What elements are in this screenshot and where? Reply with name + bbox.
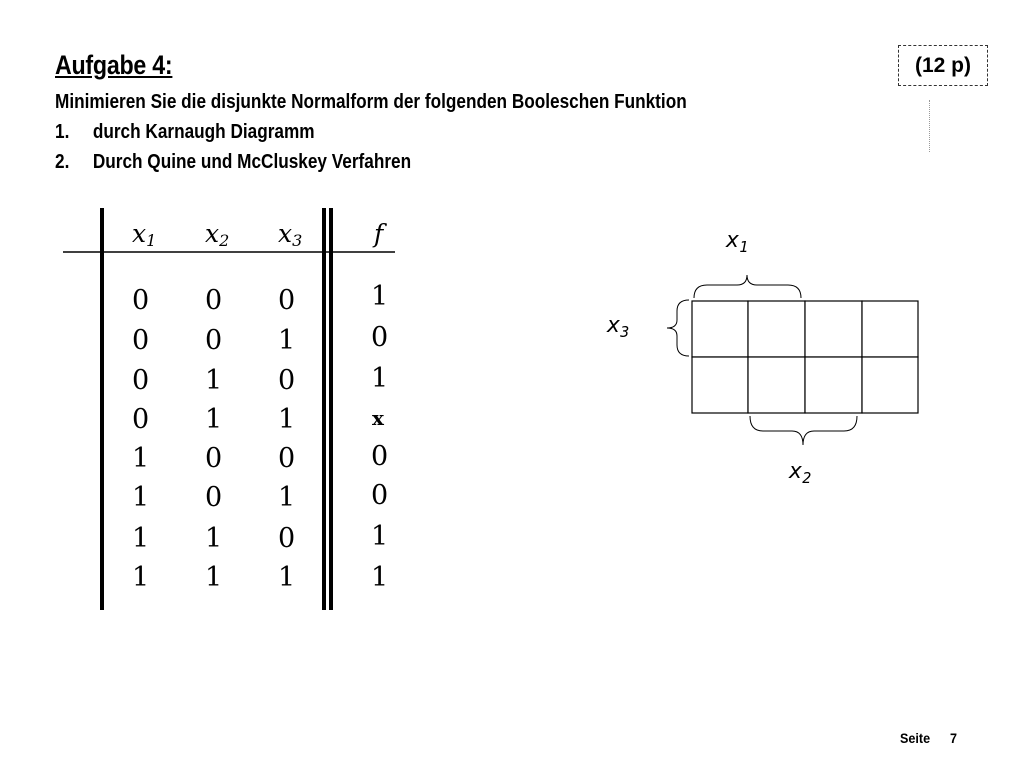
truth-table-cell: 1 bbox=[278, 325, 296, 356]
task-item-text: durch Karnaugh Diagramm bbox=[92, 121, 315, 143]
truth-table-cell: 0 bbox=[132, 325, 150, 356]
karnaugh-cell[interactable] bbox=[748, 301, 805, 357]
karnaugh-grid bbox=[692, 301, 918, 413]
truth-table-cell: 1 bbox=[132, 443, 150, 474]
karnaugh-brace-x2 bbox=[750, 416, 857, 445]
truth-table-row-6 bbox=[132, 480, 388, 513]
truth-table-row-4 bbox=[132, 404, 385, 435]
truth-table-cell: 0 bbox=[132, 285, 150, 316]
truth-table-cell: 1 bbox=[132, 482, 150, 513]
karnaugh-brace-x1 bbox=[694, 275, 801, 298]
truth-table-cell: 0 bbox=[205, 325, 223, 356]
truth-table-cell: 1 bbox=[278, 482, 296, 513]
truth-table-output-cell: 0 bbox=[371, 441, 389, 472]
karnaugh-cell[interactable] bbox=[862, 357, 918, 413]
truth-table-cell: 0 bbox=[278, 523, 296, 554]
truth-table-row-8 bbox=[132, 562, 388, 593]
points-box: (12 p) bbox=[898, 45, 988, 86]
truth-table-header-x2: x2 bbox=[205, 219, 230, 250]
task-description: Minimieren Sie die disjunkte Normalform der folgenden Booleschen Funktion bbox=[55, 91, 687, 113]
truth-table-cell: 0 bbox=[205, 482, 223, 513]
truth-table-cell: 0 bbox=[278, 365, 296, 396]
truth-table-row-3 bbox=[132, 363, 388, 396]
karnaugh-brace-x3 bbox=[667, 300, 689, 356]
task-item-number: 1. bbox=[55, 121, 70, 143]
truth-table-cell: 0 bbox=[132, 404, 150, 435]
page-label: Seite bbox=[900, 730, 931, 746]
karnaugh-cell[interactable] bbox=[692, 301, 748, 357]
truth-table-row-1 bbox=[132, 281, 388, 316]
truth-table-cell: 1 bbox=[278, 404, 296, 435]
truth-table-output-cell: 1 bbox=[371, 521, 389, 552]
truth-table-row-5 bbox=[132, 441, 388, 474]
karnaugh-label-x3: $x_3$ bbox=[607, 313, 630, 341]
karnaugh-cell[interactable] bbox=[748, 357, 805, 413]
truth-table-row-7 bbox=[132, 521, 388, 554]
karnaugh-cell[interactable] bbox=[805, 301, 862, 357]
truth-table-cell: 0 bbox=[205, 285, 223, 316]
truth-table-cell: 1 bbox=[278, 562, 296, 593]
truth-table-output-cell: 1 bbox=[371, 562, 389, 593]
truth-table-cell: 0 bbox=[278, 285, 296, 316]
karnaugh-cell[interactable] bbox=[862, 301, 918, 357]
truth-table-output-cell: 0 bbox=[371, 322, 389, 353]
karnaugh-cell[interactable] bbox=[805, 357, 862, 413]
truth-table-output-cell: 1 bbox=[371, 281, 389, 312]
task-title: Aufgabe 4: bbox=[55, 50, 173, 80]
karnaugh-cell[interactable] bbox=[692, 357, 748, 413]
truth-table-cell: 1 bbox=[205, 523, 223, 554]
karnaugh-label-x2: $x_2$ bbox=[789, 459, 812, 487]
truth-table-cell: 0 bbox=[205, 443, 223, 474]
truth-table-cell: 1 bbox=[132, 562, 150, 593]
truth-table bbox=[63, 208, 395, 610]
truth-table-header-x3: x3 bbox=[278, 219, 303, 250]
karnaugh-label-x1: $x_1$ bbox=[726, 228, 749, 256]
task-item-number: 2. bbox=[55, 151, 70, 173]
truth-table-cell: 1 bbox=[205, 365, 223, 396]
truth-table-cell: 1 bbox=[205, 404, 223, 435]
truth-table-output-cell: 0 bbox=[371, 480, 389, 511]
truth-table-header-x1: x1 bbox=[132, 219, 157, 250]
task-item-text: Durch Quine und McCluskey Verfahren bbox=[92, 151, 412, 173]
truth-table-cell: 0 bbox=[278, 443, 296, 474]
truth-table-row-2 bbox=[132, 322, 388, 356]
truth-table-cell: 1 bbox=[205, 562, 223, 593]
page-number: 7 bbox=[950, 730, 958, 746]
truth-table-header-f: f bbox=[374, 219, 384, 248]
truth-table-cell: 0 bbox=[132, 365, 150, 396]
truth-table-output-cell: 1 bbox=[371, 363, 389, 394]
truth-table-dont-care-cell: x bbox=[372, 406, 384, 430]
truth-table-cell: 1 bbox=[132, 523, 150, 554]
karnaugh-map bbox=[606, 228, 918, 487]
